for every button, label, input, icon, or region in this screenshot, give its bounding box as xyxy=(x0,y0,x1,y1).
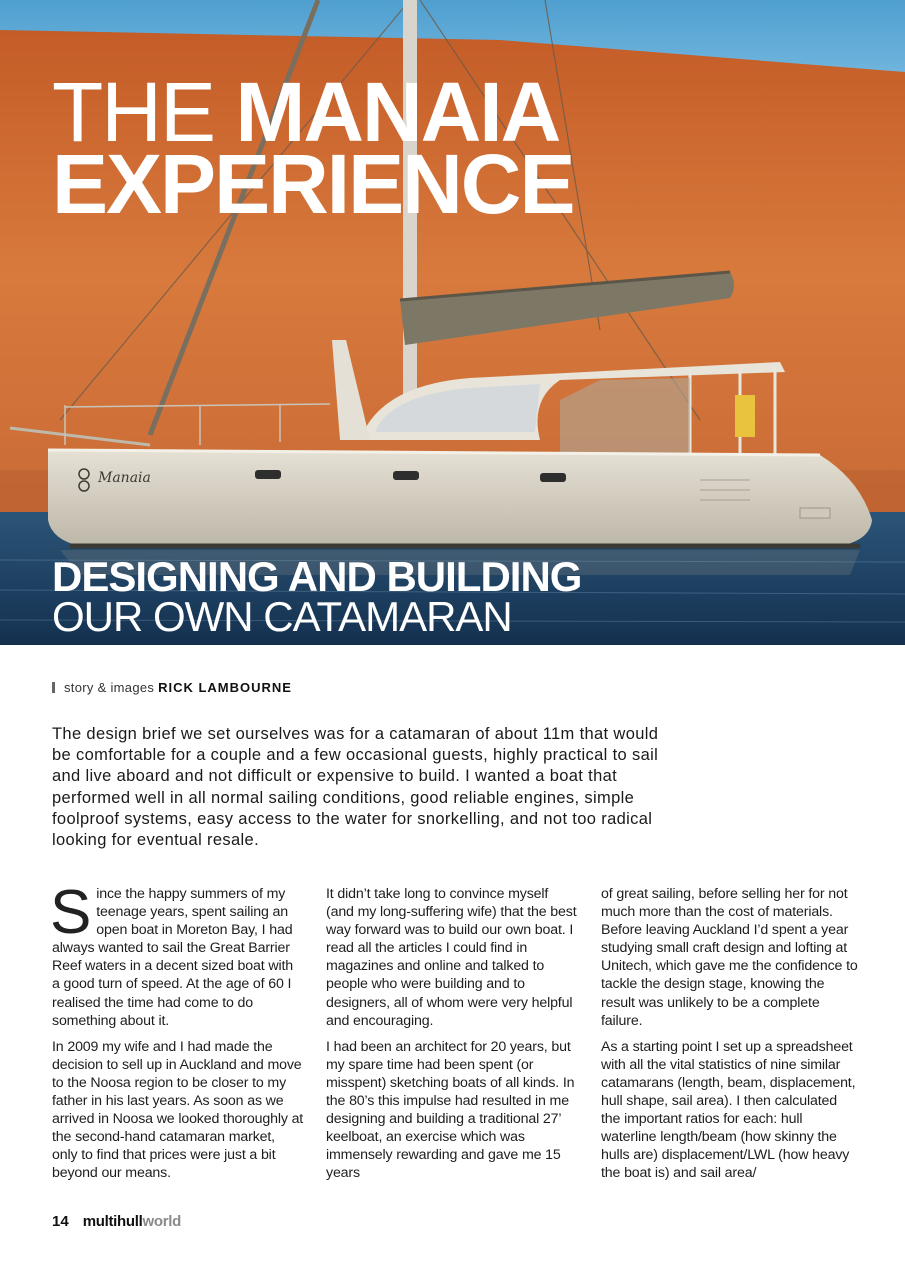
drop-cap: S xyxy=(50,878,92,947)
subtitle-light: OUR OWN CATAMARAN xyxy=(52,593,512,640)
page-footer xyxy=(52,1213,181,1230)
paragraph: I had been an architect for 20 years, but my spare time had been spent (or misspent) sketching boats of all kinds. In the 80’s this impulse had resulted in me designing and building a traditional 27’ keelboat, an exercise which was immensely rewarding and gave me 15 years xyxy=(326,1038,575,1182)
body-column-2 xyxy=(326,885,578,1191)
page-number: 14 xyxy=(52,1213,69,1230)
paragraph: It didn’t take long to convince myself (and my long-suffering wife) that the best way forward was to build our own boat. I read all the articles I could find in magazines and online and talked to people who were building and to designers, all of whom were very helpful and encouraging. xyxy=(326,886,577,1029)
paragraph xyxy=(50,878,304,1030)
hull-name: Manaia xyxy=(98,470,151,486)
magazine-brand-light: world xyxy=(142,1213,181,1230)
subtitle-bold: DESIGNING AND BUILDING xyxy=(52,553,582,600)
paragraph-text: ince the happy summers of my teenage years, spent sailing an open boat in Moreton Bay, I had always wanted to sail the Great Barrier Reef waters in a decent sized boat with a good turn of speed. At the age of 60 I realised the time had come to do something about it. xyxy=(52,886,293,1029)
paragraph: of great sailing, before selling her for not much more than the cost of materials. Before leaving Auckland I’d spent a year studying small craft design and lofting at Unitech, which gave me the confidence to tackle the design stage, knowing the result was unlikely to be a complete failure. xyxy=(601,886,858,1029)
body-column-1 xyxy=(50,878,304,1191)
paragraph: In 2009 my wife and I had made the decision to sell up in Auckland and move to the Noosa region to be closer to my father in his last years. As soon as we arrived in Noosa we looked thoroughly at the second-hand catamaran market, only to find that prices were just a bit beyond our means. xyxy=(52,1038,304,1182)
hull xyxy=(48,450,872,546)
byline-prefix: story & images xyxy=(64,680,159,695)
byline xyxy=(52,680,292,695)
paragraph: As a starting point I set up a spreadsheet with all the vital statistics of nine similar catamarans (length, beam, displacement, hull shape, sail area). I then calculated the important ratios for each: hull waterline length/beam (how skinny the hulls are) displacement/LWL (how heavy the boat is) and sail area/ xyxy=(601,1038,856,1182)
byline-author: RICK LAMBOURNE xyxy=(158,680,292,695)
title-thin: THE xyxy=(52,65,236,159)
article-title-line-2: EXPERIENCE xyxy=(52,137,574,231)
intro-paragraph: The design brief we set ourselves was for a catamaran of about 11m that would be comfortable for a couple and a few occasional guests, highly practical to sail and live aboard and not difficult or expensive to build. I wanted a boat that performed well in all normal sailing conditions, good reliable engines, simple foolproof systems, easy access to the water for snorkelling, and not too radical looking for eventual resale. xyxy=(52,725,659,850)
title-bold: MANAIA xyxy=(235,65,560,159)
byline-bar xyxy=(52,682,55,693)
magazine-brand-bold: multihull xyxy=(82,1213,143,1230)
body-column-3 xyxy=(601,885,859,1191)
